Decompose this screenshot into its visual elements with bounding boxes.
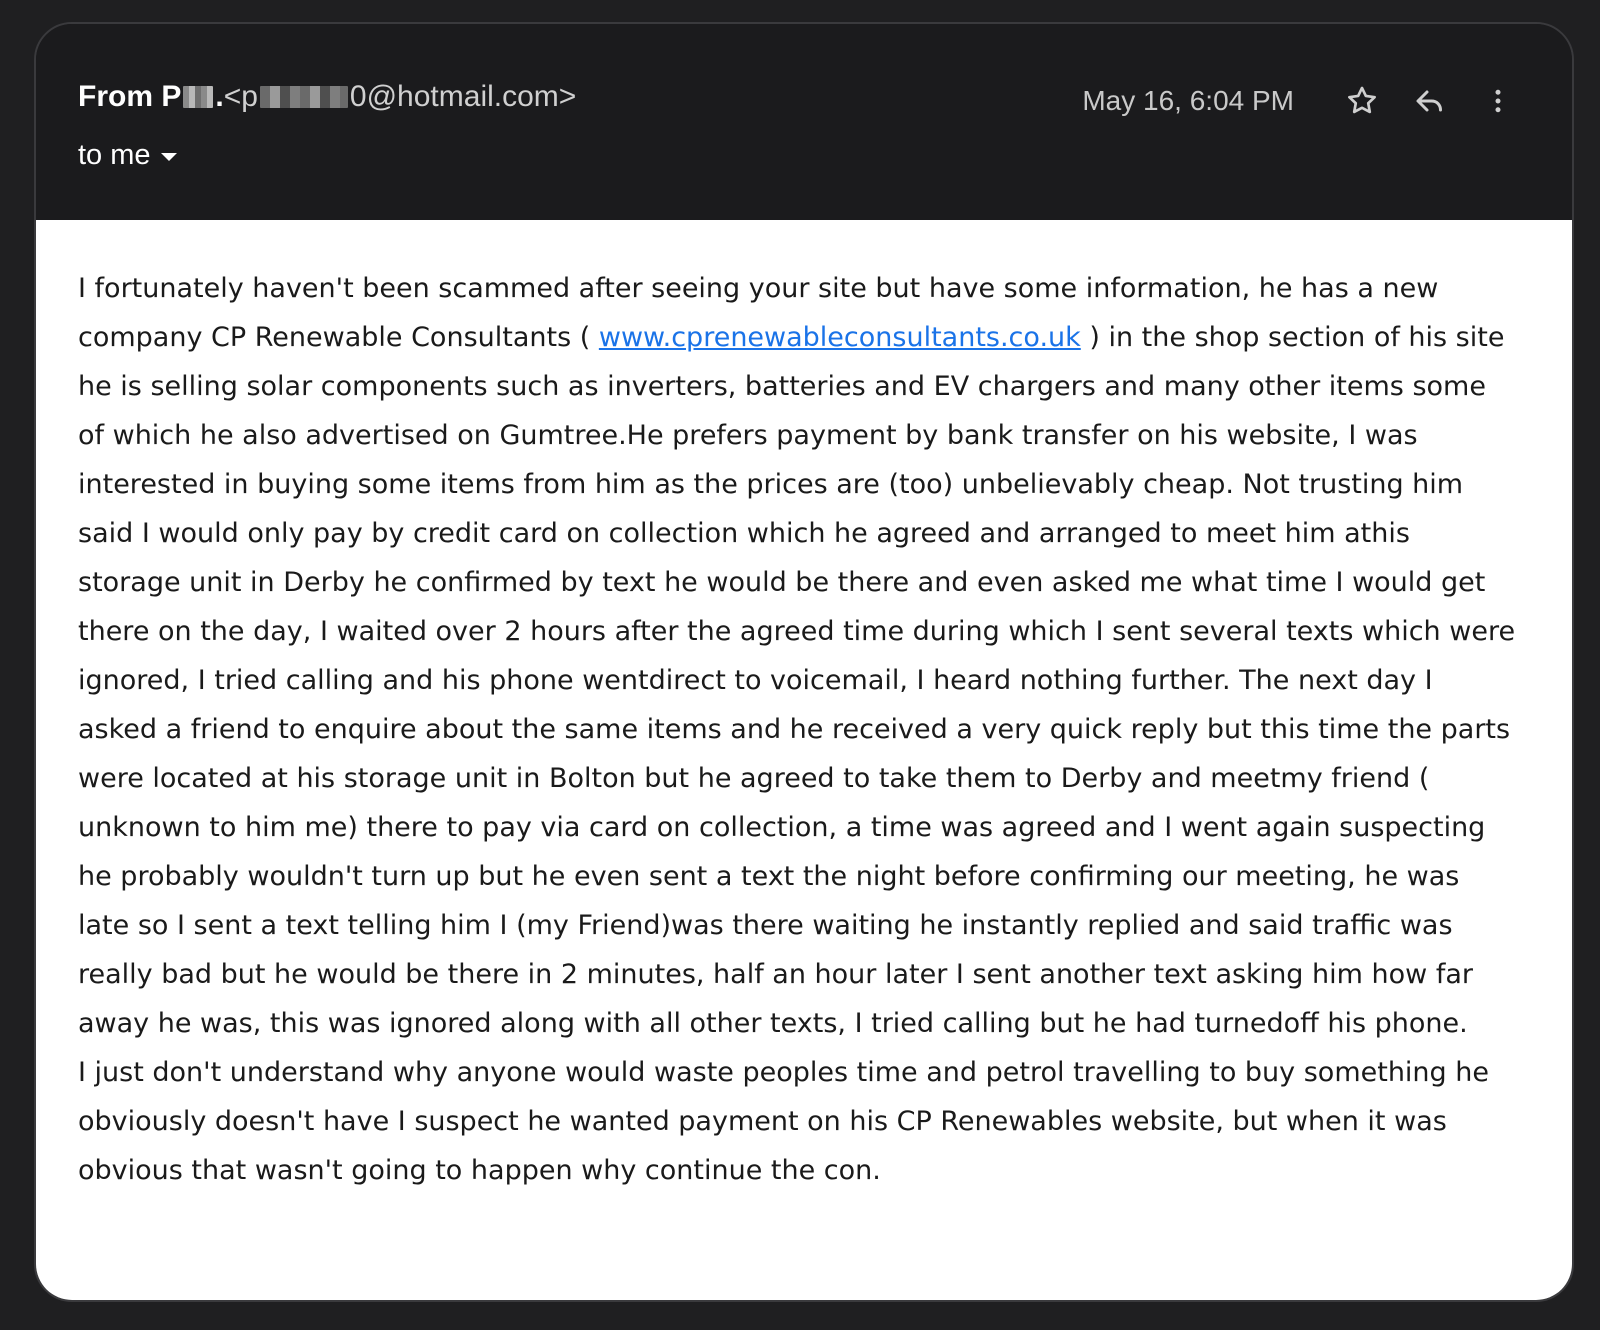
email-header [36, 24, 1572, 224]
more-vertical-icon [1483, 84, 1513, 118]
reply-button[interactable] [1408, 79, 1452, 123]
message-paragraph-2: I just don't understand why anyone would waste peoples time and petrol travelling to buy something he obviously doesn't have I suspect he wanted payment on his CP Renewables website, but when it was obvious that wasn't going to happen why continue the con. [78, 1057, 1489, 1186]
redacted-name [183, 86, 213, 108]
sender-email-start: <p [223, 80, 258, 113]
recipient-label: to me [78, 139, 151, 171]
reply-icon [1412, 83, 1448, 119]
sender-name-suffix: . [215, 80, 224, 113]
message-content [78, 264, 1518, 1195]
sender-name: From P [78, 80, 182, 113]
recipient-toggle[interactable] [78, 139, 177, 172]
website-link[interactable]: www.cprenewableconsultants.co.uk [598, 322, 1081, 353]
message-date: May 16, 6:04 PM [1082, 85, 1294, 116]
caret-down-icon [161, 153, 177, 161]
message-text-1: I fortunately haven't been scammed after seeing your site but have some information, he has a new company CP Renewable Consultants ( [78, 273, 1439, 353]
email-card [34, 22, 1574, 1302]
email-body [36, 220, 1572, 1300]
sender-line[interactable] [78, 80, 576, 114]
message-paragraph-1 [78, 264, 1518, 1048]
sender-email-end: 0@hotmail.com> [349, 80, 577, 113]
star-icon [1345, 84, 1379, 118]
message-meta [1082, 79, 1520, 123]
more-options-button[interactable] [1476, 79, 1520, 123]
star-button[interactable] [1340, 79, 1384, 123]
redacted-email [260, 86, 348, 108]
message-text-2: ) in the shop section of his site he is selling solar components such as inverters, batteries and EV chargers and many other items some of which he also advertised on Gumtree.He prefers payment by bank transfer on his website, I was interested in buying some items from him as the prices are (too) unbelievably cheap. Not trusting him said I would only pay by credit card on collection which he agreed and arranged to meet him athis storage unit in Derby he confirmed by text he would be there and even asked me what time I would get there on the day, I waited over 2 hours after the agreed time during which I sent several texts which were ignored, I tried calling and his phone wentdirect to voicemail, I heard nothing further. The next day I asked a friend to enquire about the same items and he received a very quick reply but this time the parts were located at his storage unit in Bolton but he agreed to take them to Derby and meetmy friend ( unknown to him me) there to pay via card on collection, a time was agreed and I went again suspecting he probably wouldn't turn up but he even sent a text the night before confirming our meeting, he was late so I sent a text telling him I (my Friend)was there waiting he instantly replied and said traffic was really bad but he would be there in 2 minutes, half an hour later I sent another text asking him how far away he was, this was ignored along with all other texts, I tried calling but he had turnedoff his phone. [78, 322, 1516, 1039]
